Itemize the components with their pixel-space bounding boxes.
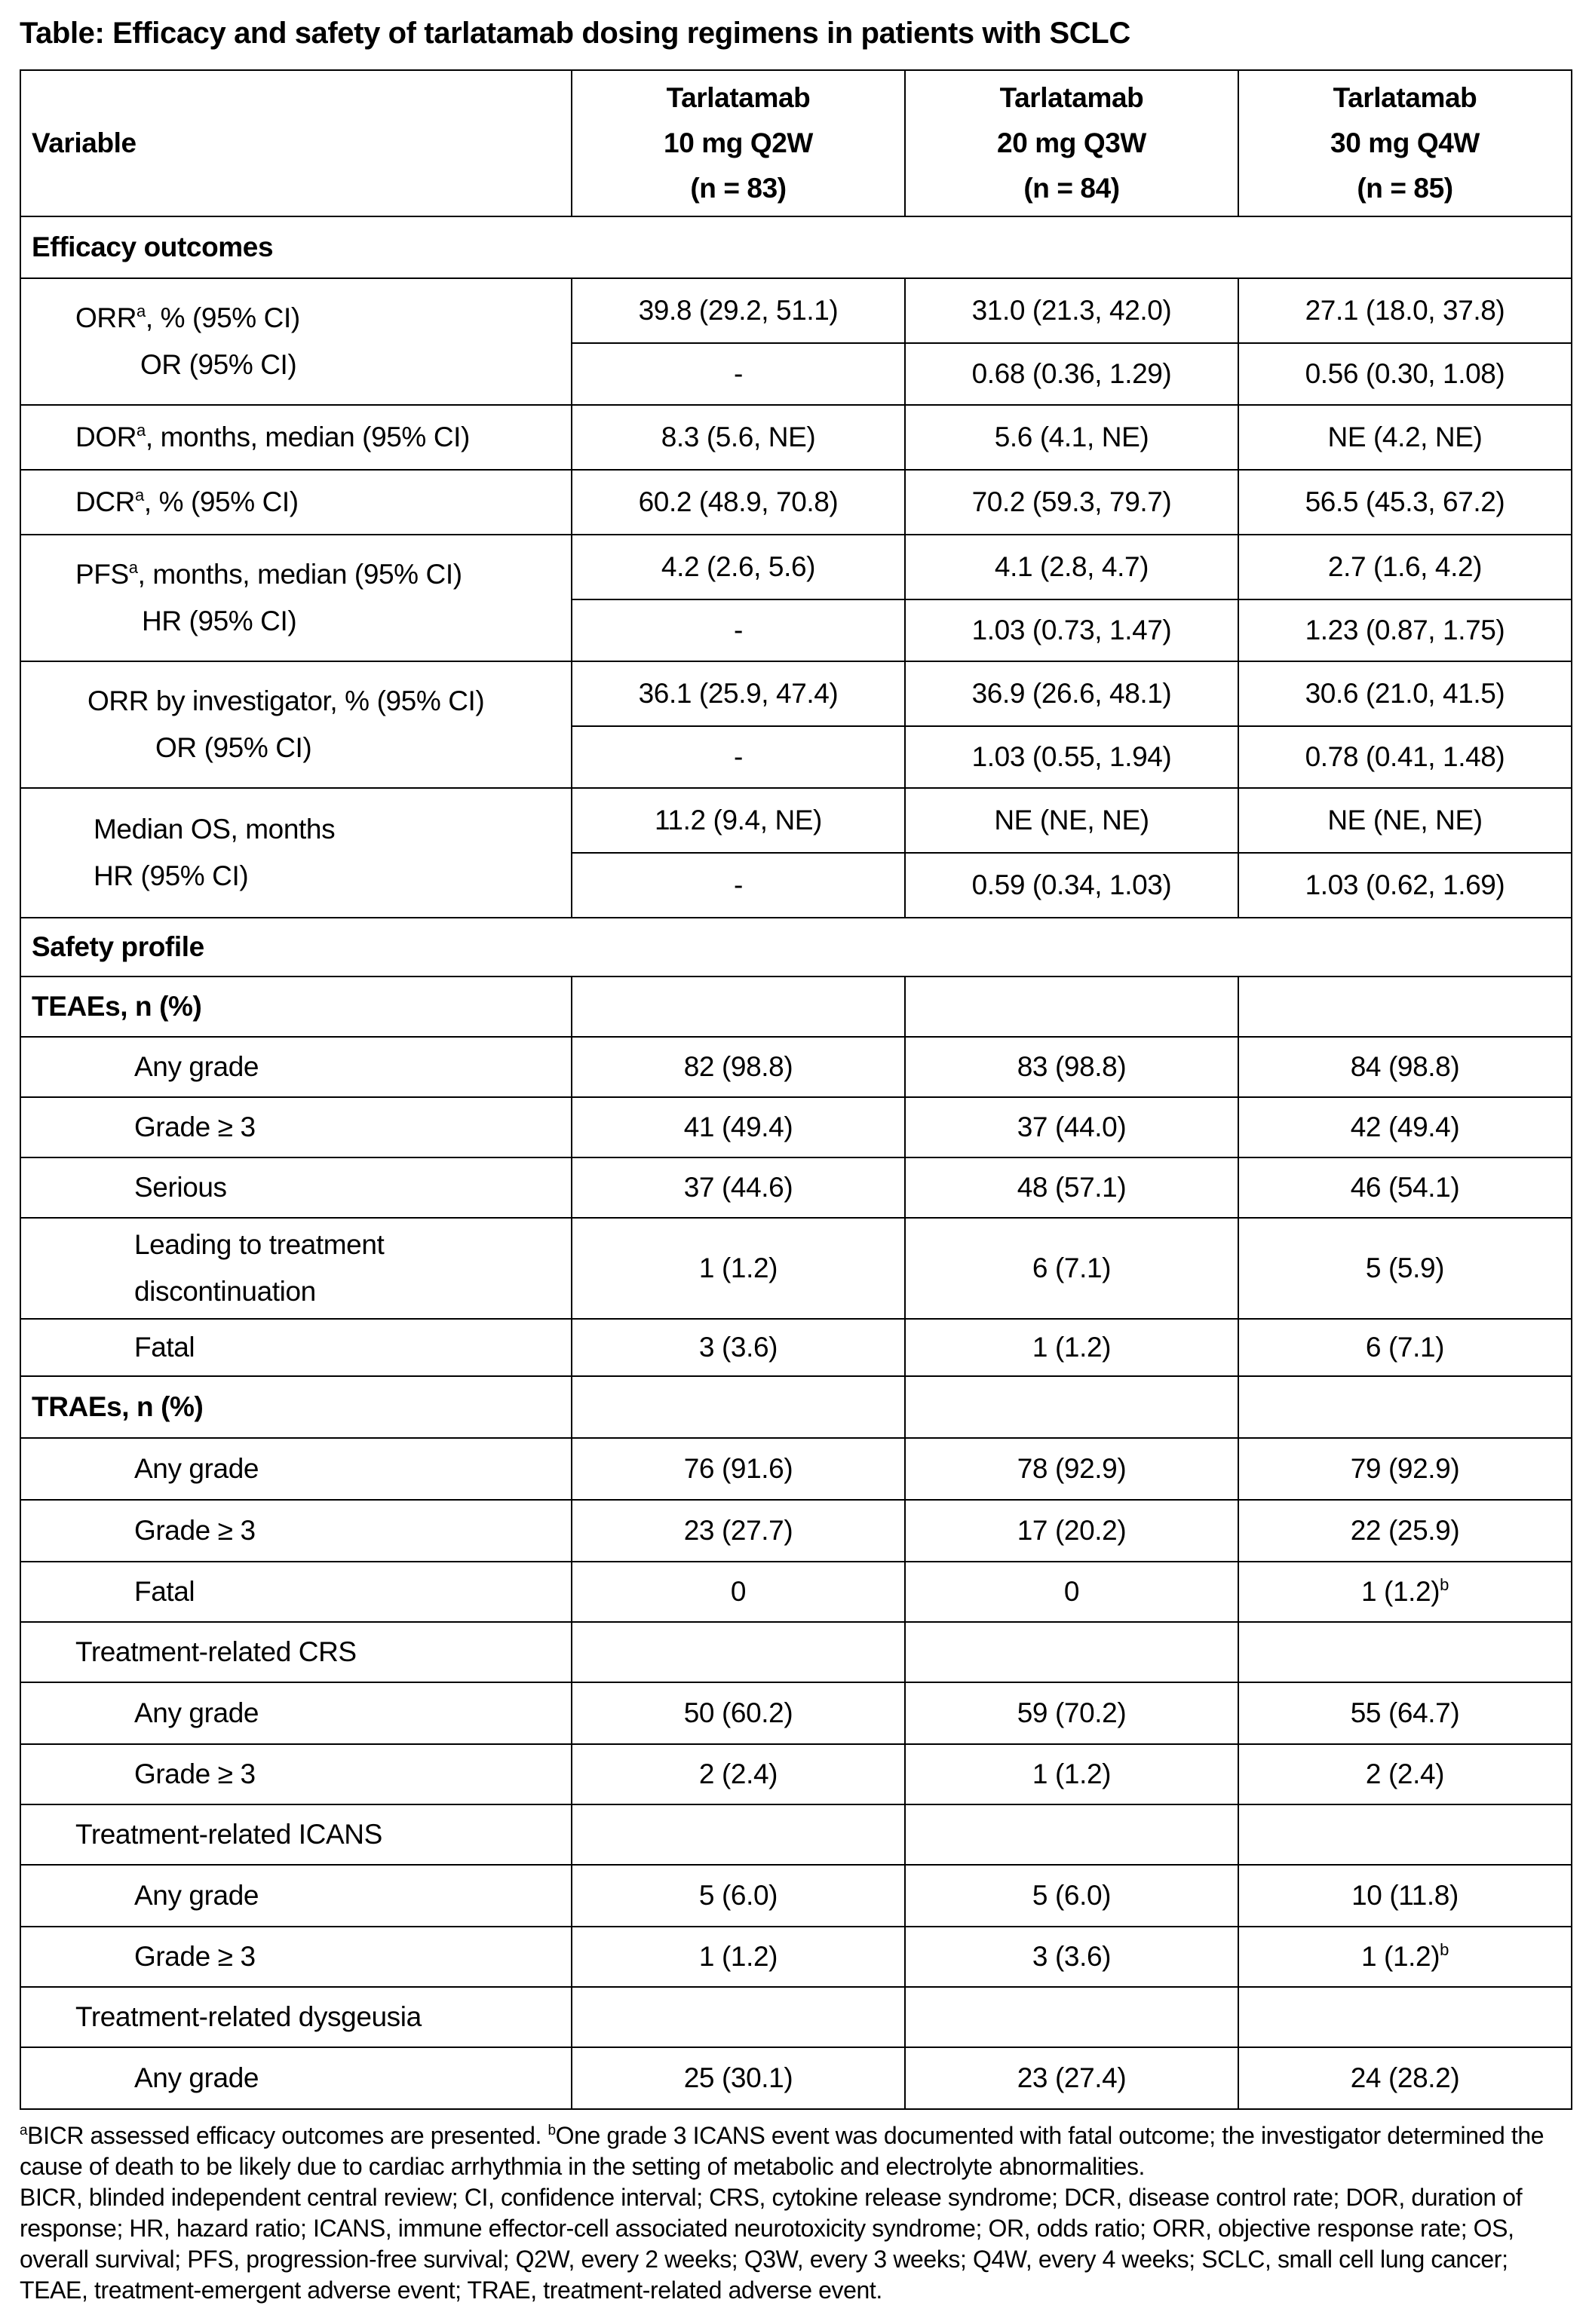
cell-pfs-hr-30mg: 1.23 (0.87, 1.75) bbox=[1238, 599, 1572, 661]
label-dor-rest: , months, median (95% CI) bbox=[145, 422, 470, 452]
header-col-n: (n = 83) bbox=[690, 173, 787, 204]
row-label: Grade ≥ 3 bbox=[20, 1097, 572, 1157]
cell-orr-inv-or-30mg: 0.78 (0.41, 1.48) bbox=[1238, 726, 1572, 788]
cell-orr-inv-or-20mg: 1.03 (0.55, 1.94) bbox=[905, 726, 1238, 788]
table-row-dor bbox=[20, 405, 1572, 470]
label-os-hr: HR (95% CI) bbox=[94, 860, 249, 891]
empty-cell bbox=[572, 1804, 905, 1865]
group-traes bbox=[20, 1376, 1572, 1438]
table-row-teae-discontinuation bbox=[20, 1218, 1572, 1319]
table-row-teae-grade3 bbox=[20, 1097, 1572, 1157]
footnote-abbreviations: BICR, blinded independent central review; CI, confidence interval; CRS, cytokine release syndrome; DCR, disease control rate; DOR, duration of response; HR, hazard ratio; ICANS, immune effector-cell associated neurotoxicity syndrome; OR, odds ratio; ORR, objective response rate; OS, overall survival; PFS, progression-free survival; Q2W, every 2 weeks; Q3W, every 3 weeks; Q4W, every 4 weeks; SCLC, small cell lung cancer; TEAE, treatment-emergent adverse event; TRAE, treatment-related adverse event. bbox=[20, 2184, 1523, 2304]
cell-30mg bbox=[1238, 1927, 1572, 1987]
cell-10mg: 50 (60.2) bbox=[572, 1682, 905, 1744]
cell-orr-or-10mg: - bbox=[572, 343, 905, 405]
cell-pfs-hr-10mg: - bbox=[572, 599, 905, 661]
empty-cell bbox=[572, 1376, 905, 1438]
row-label bbox=[20, 1218, 572, 1319]
footnote-marker-a: a bbox=[20, 2123, 28, 2139]
row-label-dcr bbox=[20, 470, 572, 535]
table-row-orr bbox=[20, 278, 1572, 343]
cell-30mg: 10 (11.8) bbox=[1238, 1865, 1572, 1927]
empty-cell bbox=[572, 1987, 905, 2047]
label-pfs-rest: , months, median (95% CI) bbox=[137, 559, 462, 590]
row-label: Fatal bbox=[20, 1319, 572, 1376]
cell-orr-inv-20mg: 36.9 (26.6, 48.1) bbox=[905, 661, 1238, 726]
row-label: Any grade bbox=[20, 1865, 572, 1927]
empty-cell bbox=[905, 1987, 1238, 2047]
empty-cell bbox=[572, 977, 905, 1037]
label-pfs-hr: HR (95% CI) bbox=[142, 606, 297, 636]
label-orr-investigator-or: OR (95% CI) bbox=[155, 732, 312, 763]
footnote-marker-a: a bbox=[128, 558, 138, 577]
cell-30mg: 6 (7.1) bbox=[1238, 1319, 1572, 1376]
cell-30mg: 22 (25.9) bbox=[1238, 1500, 1572, 1562]
label-pfs: PFS bbox=[75, 559, 129, 590]
cell-30mg: 42 (49.4) bbox=[1238, 1097, 1572, 1157]
footnote-marker-b: b bbox=[1440, 1940, 1449, 1959]
cell-orr-20mg: 31.0 (21.3, 42.0) bbox=[905, 278, 1238, 343]
group-teaes bbox=[20, 977, 1572, 1037]
cell-os-hr-10mg: - bbox=[572, 853, 905, 918]
empty-cell bbox=[905, 977, 1238, 1037]
group-icans bbox=[20, 1804, 1572, 1865]
header-col-10mg bbox=[572, 70, 905, 216]
cell-10mg: 23 (27.7) bbox=[572, 1500, 905, 1562]
cell-20mg: 37 (44.0) bbox=[905, 1097, 1238, 1157]
cell-pfs-10mg: 4.2 (2.6, 5.6) bbox=[572, 535, 905, 599]
cell-10mg: 3 (3.6) bbox=[572, 1319, 905, 1376]
group-dysgeusia bbox=[20, 1987, 1572, 2047]
row-label-line-1: Leading to treatment bbox=[134, 1229, 385, 1260]
empty-cell bbox=[905, 1376, 1238, 1438]
empty-cell bbox=[905, 1622, 1238, 1682]
cell-20mg: 23 (27.4) bbox=[905, 2047, 1238, 2109]
table-row-trae-fatal bbox=[20, 1562, 1572, 1622]
cell-os-hr-20mg: 0.59 (0.34, 1.03) bbox=[905, 853, 1238, 918]
cell-20mg: 1 (1.2) bbox=[905, 1744, 1238, 1804]
cell-30mg bbox=[1238, 1562, 1572, 1622]
cell-30mg: 55 (64.7) bbox=[1238, 1682, 1572, 1744]
header-col-n: (n = 85) bbox=[1357, 173, 1453, 204]
cell-20mg: 3 (3.6) bbox=[905, 1927, 1238, 1987]
label-orr-or: OR (95% CI) bbox=[140, 349, 297, 380]
cell-30mg: 84 (98.8) bbox=[1238, 1037, 1572, 1097]
footnote-marker-a: a bbox=[137, 302, 146, 320]
label-orr-investigator: ORR by investigator, % (95% CI) bbox=[87, 685, 485, 716]
cell-10mg: 76 (91.6) bbox=[572, 1438, 905, 1500]
cell-10mg: 1 (1.2) bbox=[572, 1218, 905, 1319]
header-col-20mg bbox=[905, 70, 1238, 216]
row-label: Grade ≥ 3 bbox=[20, 1744, 572, 1804]
cell-10mg: 0 bbox=[572, 1562, 905, 1622]
table-row-pfs bbox=[20, 535, 1572, 599]
row-label: Serious bbox=[20, 1157, 572, 1218]
cell-30mg: 46 (54.1) bbox=[1238, 1157, 1572, 1218]
row-label: Any grade bbox=[20, 1682, 572, 1744]
cell-20mg: 48 (57.1) bbox=[905, 1157, 1238, 1218]
empty-cell bbox=[1238, 1376, 1572, 1438]
table-row-teae-fatal bbox=[20, 1319, 1572, 1376]
cell-30mg: 2 (2.4) bbox=[1238, 1744, 1572, 1804]
cell-dcr-10mg: 60.2 (48.9, 70.8) bbox=[572, 470, 905, 535]
document-page bbox=[20, 11, 1572, 2306]
header-col-drug: Tarlatamab bbox=[1333, 82, 1477, 113]
table-title: Table: Efficacy and safety of tarlatamab dosing regimens in patients with SCLC bbox=[20, 17, 1130, 50]
table-row-trae-any bbox=[20, 1438, 1572, 1500]
group-crs bbox=[20, 1622, 1572, 1682]
row-label: Any grade bbox=[20, 2047, 572, 2109]
empty-cell bbox=[1238, 1987, 1572, 2047]
cell-10mg: 25 (30.1) bbox=[572, 2047, 905, 2109]
cell-os-10mg: 11.2 (9.4, NE) bbox=[572, 788, 905, 853]
header-col-drug: Tarlatamab bbox=[999, 82, 1144, 113]
cell-pfs-hr-20mg: 1.03 (0.73, 1.47) bbox=[905, 599, 1238, 661]
table-row-teae-any bbox=[20, 1037, 1572, 1097]
cell-20mg: 1 (1.2) bbox=[905, 1319, 1238, 1376]
footnote-a-text: BICR assessed efficacy outcomes are presented. bbox=[27, 2122, 548, 2149]
cell-20mg: 5 (6.0) bbox=[905, 1865, 1238, 1927]
cell-30mg: 79 (92.9) bbox=[1238, 1438, 1572, 1500]
row-label-orr bbox=[20, 278, 572, 405]
empty-cell bbox=[1238, 977, 1572, 1037]
empty-cell bbox=[1238, 1622, 1572, 1682]
group-teaes-label: TEAEs, n (%) bbox=[20, 977, 572, 1037]
empty-cell bbox=[1238, 1804, 1572, 1865]
row-label-line-2: discontinuation bbox=[134, 1276, 316, 1307]
header-row bbox=[20, 70, 1572, 216]
row-label-orr-investigator bbox=[20, 661, 572, 788]
cell-20mg: 6 (7.1) bbox=[905, 1218, 1238, 1319]
cell-orr-or-30mg: 0.56 (0.30, 1.08) bbox=[1238, 343, 1572, 405]
cell-value: 1 (1.2) bbox=[1361, 1576, 1440, 1607]
cell-value: 1 (1.2) bbox=[1361, 1941, 1440, 1972]
table-row-trae-grade3 bbox=[20, 1500, 1572, 1562]
table-row-icans-any bbox=[20, 1865, 1572, 1927]
group-icans-label: Treatment-related ICANS bbox=[20, 1804, 572, 1865]
empty-cell bbox=[905, 1804, 1238, 1865]
cell-dor-30mg: NE (4.2, NE) bbox=[1238, 405, 1572, 470]
section-efficacy-label: Efficacy outcomes bbox=[20, 216, 1572, 278]
group-dysgeusia-label: Treatment-related dysgeusia bbox=[20, 1987, 572, 2047]
group-traes-label: TRAEs, n (%) bbox=[20, 1376, 572, 1438]
cell-10mg: 41 (49.4) bbox=[572, 1097, 905, 1157]
table-footnote bbox=[20, 2120, 1572, 2306]
cell-10mg: 37 (44.6) bbox=[572, 1157, 905, 1218]
cell-orr-or-20mg: 0.68 (0.36, 1.29) bbox=[905, 343, 1238, 405]
cell-20mg: 78 (92.9) bbox=[905, 1438, 1238, 1500]
cell-20mg: 83 (98.8) bbox=[905, 1037, 1238, 1097]
footnote-marker-a: a bbox=[134, 486, 144, 504]
footnote-marker-a: a bbox=[137, 421, 146, 440]
cell-orr-inv-or-10mg: - bbox=[572, 726, 905, 788]
table-row-icans-grade3 bbox=[20, 1927, 1572, 1987]
cell-os-20mg: NE (NE, NE) bbox=[905, 788, 1238, 853]
group-crs-label: Treatment-related CRS bbox=[20, 1622, 572, 1682]
label-dor: DOR bbox=[75, 422, 137, 452]
empty-cell bbox=[572, 1622, 905, 1682]
section-safety-label: Safety profile bbox=[20, 918, 1572, 977]
row-label-dor bbox=[20, 405, 572, 470]
row-label: Fatal bbox=[20, 1562, 572, 1622]
label-orr: ORR bbox=[75, 302, 137, 333]
footnote-marker-b: b bbox=[1440, 1575, 1449, 1594]
cell-dcr-30mg: 56.5 (45.3, 67.2) bbox=[1238, 470, 1572, 535]
header-variable: Variable bbox=[20, 70, 572, 216]
row-label: Any grade bbox=[20, 1037, 572, 1097]
header-col-n: (n = 84) bbox=[1023, 173, 1120, 204]
label-dcr: DCR bbox=[75, 486, 135, 517]
label-os: Median OS, months bbox=[94, 814, 336, 845]
footnote-marker-b: b bbox=[548, 2123, 556, 2139]
header-col-30mg bbox=[1238, 70, 1572, 216]
table-row-os bbox=[20, 788, 1572, 853]
row-label-os bbox=[20, 788, 572, 918]
cell-orr-10mg: 39.8 (29.2, 51.1) bbox=[572, 278, 905, 343]
header-col-dose: 20 mg Q3W bbox=[997, 127, 1146, 158]
table-row-crs-any bbox=[20, 1682, 1572, 1744]
row-label: Grade ≥ 3 bbox=[20, 1927, 572, 1987]
cell-orr-30mg: 27.1 (18.0, 37.8) bbox=[1238, 278, 1572, 343]
row-label: Grade ≥ 3 bbox=[20, 1500, 572, 1562]
table-row-dcr bbox=[20, 470, 1572, 535]
cell-10mg: 5 (6.0) bbox=[572, 1865, 905, 1927]
cell-os-hr-30mg: 1.03 (0.62, 1.69) bbox=[1238, 853, 1572, 918]
cell-10mg: 2 (2.4) bbox=[572, 1744, 905, 1804]
cell-dcr-20mg: 70.2 (59.3, 79.7) bbox=[905, 470, 1238, 535]
cell-20mg: 17 (20.2) bbox=[905, 1500, 1238, 1562]
cell-orr-inv-10mg: 36.1 (25.9, 47.4) bbox=[572, 661, 905, 726]
label-orr-rest: , % (95% CI) bbox=[145, 302, 300, 333]
cell-10mg: 1 (1.2) bbox=[572, 1927, 905, 1987]
cell-20mg: 59 (70.2) bbox=[905, 1682, 1238, 1744]
table-row-orr-investigator bbox=[20, 661, 1572, 726]
cell-dor-20mg: 5.6 (4.1, NE) bbox=[905, 405, 1238, 470]
footnote-b-text: One grade 3 ICANS event was documented with fatal outcome; the investigator determined the cause of death to be likely due to cardiac arrhythmia in the setting of metabolic and electrolyte abnormalities. bbox=[20, 2122, 1544, 2180]
label-dcr-rest: , % (95% CI) bbox=[143, 486, 299, 517]
cell-orr-inv-30mg: 30.6 (21.0, 41.5) bbox=[1238, 661, 1572, 726]
cell-20mg: 0 bbox=[905, 1562, 1238, 1622]
header-col-dose: 30 mg Q4W bbox=[1330, 127, 1480, 158]
cell-pfs-30mg: 2.7 (1.6, 4.2) bbox=[1238, 535, 1572, 599]
section-safety bbox=[20, 918, 1572, 977]
cell-30mg: 24 (28.2) bbox=[1238, 2047, 1572, 2109]
row-label: Any grade bbox=[20, 1438, 572, 1500]
cell-30mg: 5 (5.9) bbox=[1238, 1218, 1572, 1319]
row-label-pfs bbox=[20, 535, 572, 661]
header-col-dose: 10 mg Q2W bbox=[664, 127, 813, 158]
cell-10mg: 82 (98.8) bbox=[572, 1037, 905, 1097]
efficacy-safety-table bbox=[20, 69, 1572, 2110]
header-col-drug: Tarlatamab bbox=[666, 82, 811, 113]
table-row-teae-serious bbox=[20, 1157, 1572, 1218]
cell-os-30mg: NE (NE, NE) bbox=[1238, 788, 1572, 853]
table-row-crs-grade3 bbox=[20, 1744, 1572, 1804]
table-row-dysgeusia-any bbox=[20, 2047, 1572, 2109]
section-efficacy bbox=[20, 216, 1572, 278]
cell-pfs-20mg: 4.1 (2.8, 4.7) bbox=[905, 535, 1238, 599]
cell-dor-10mg: 8.3 (5.6, NE) bbox=[572, 405, 905, 470]
